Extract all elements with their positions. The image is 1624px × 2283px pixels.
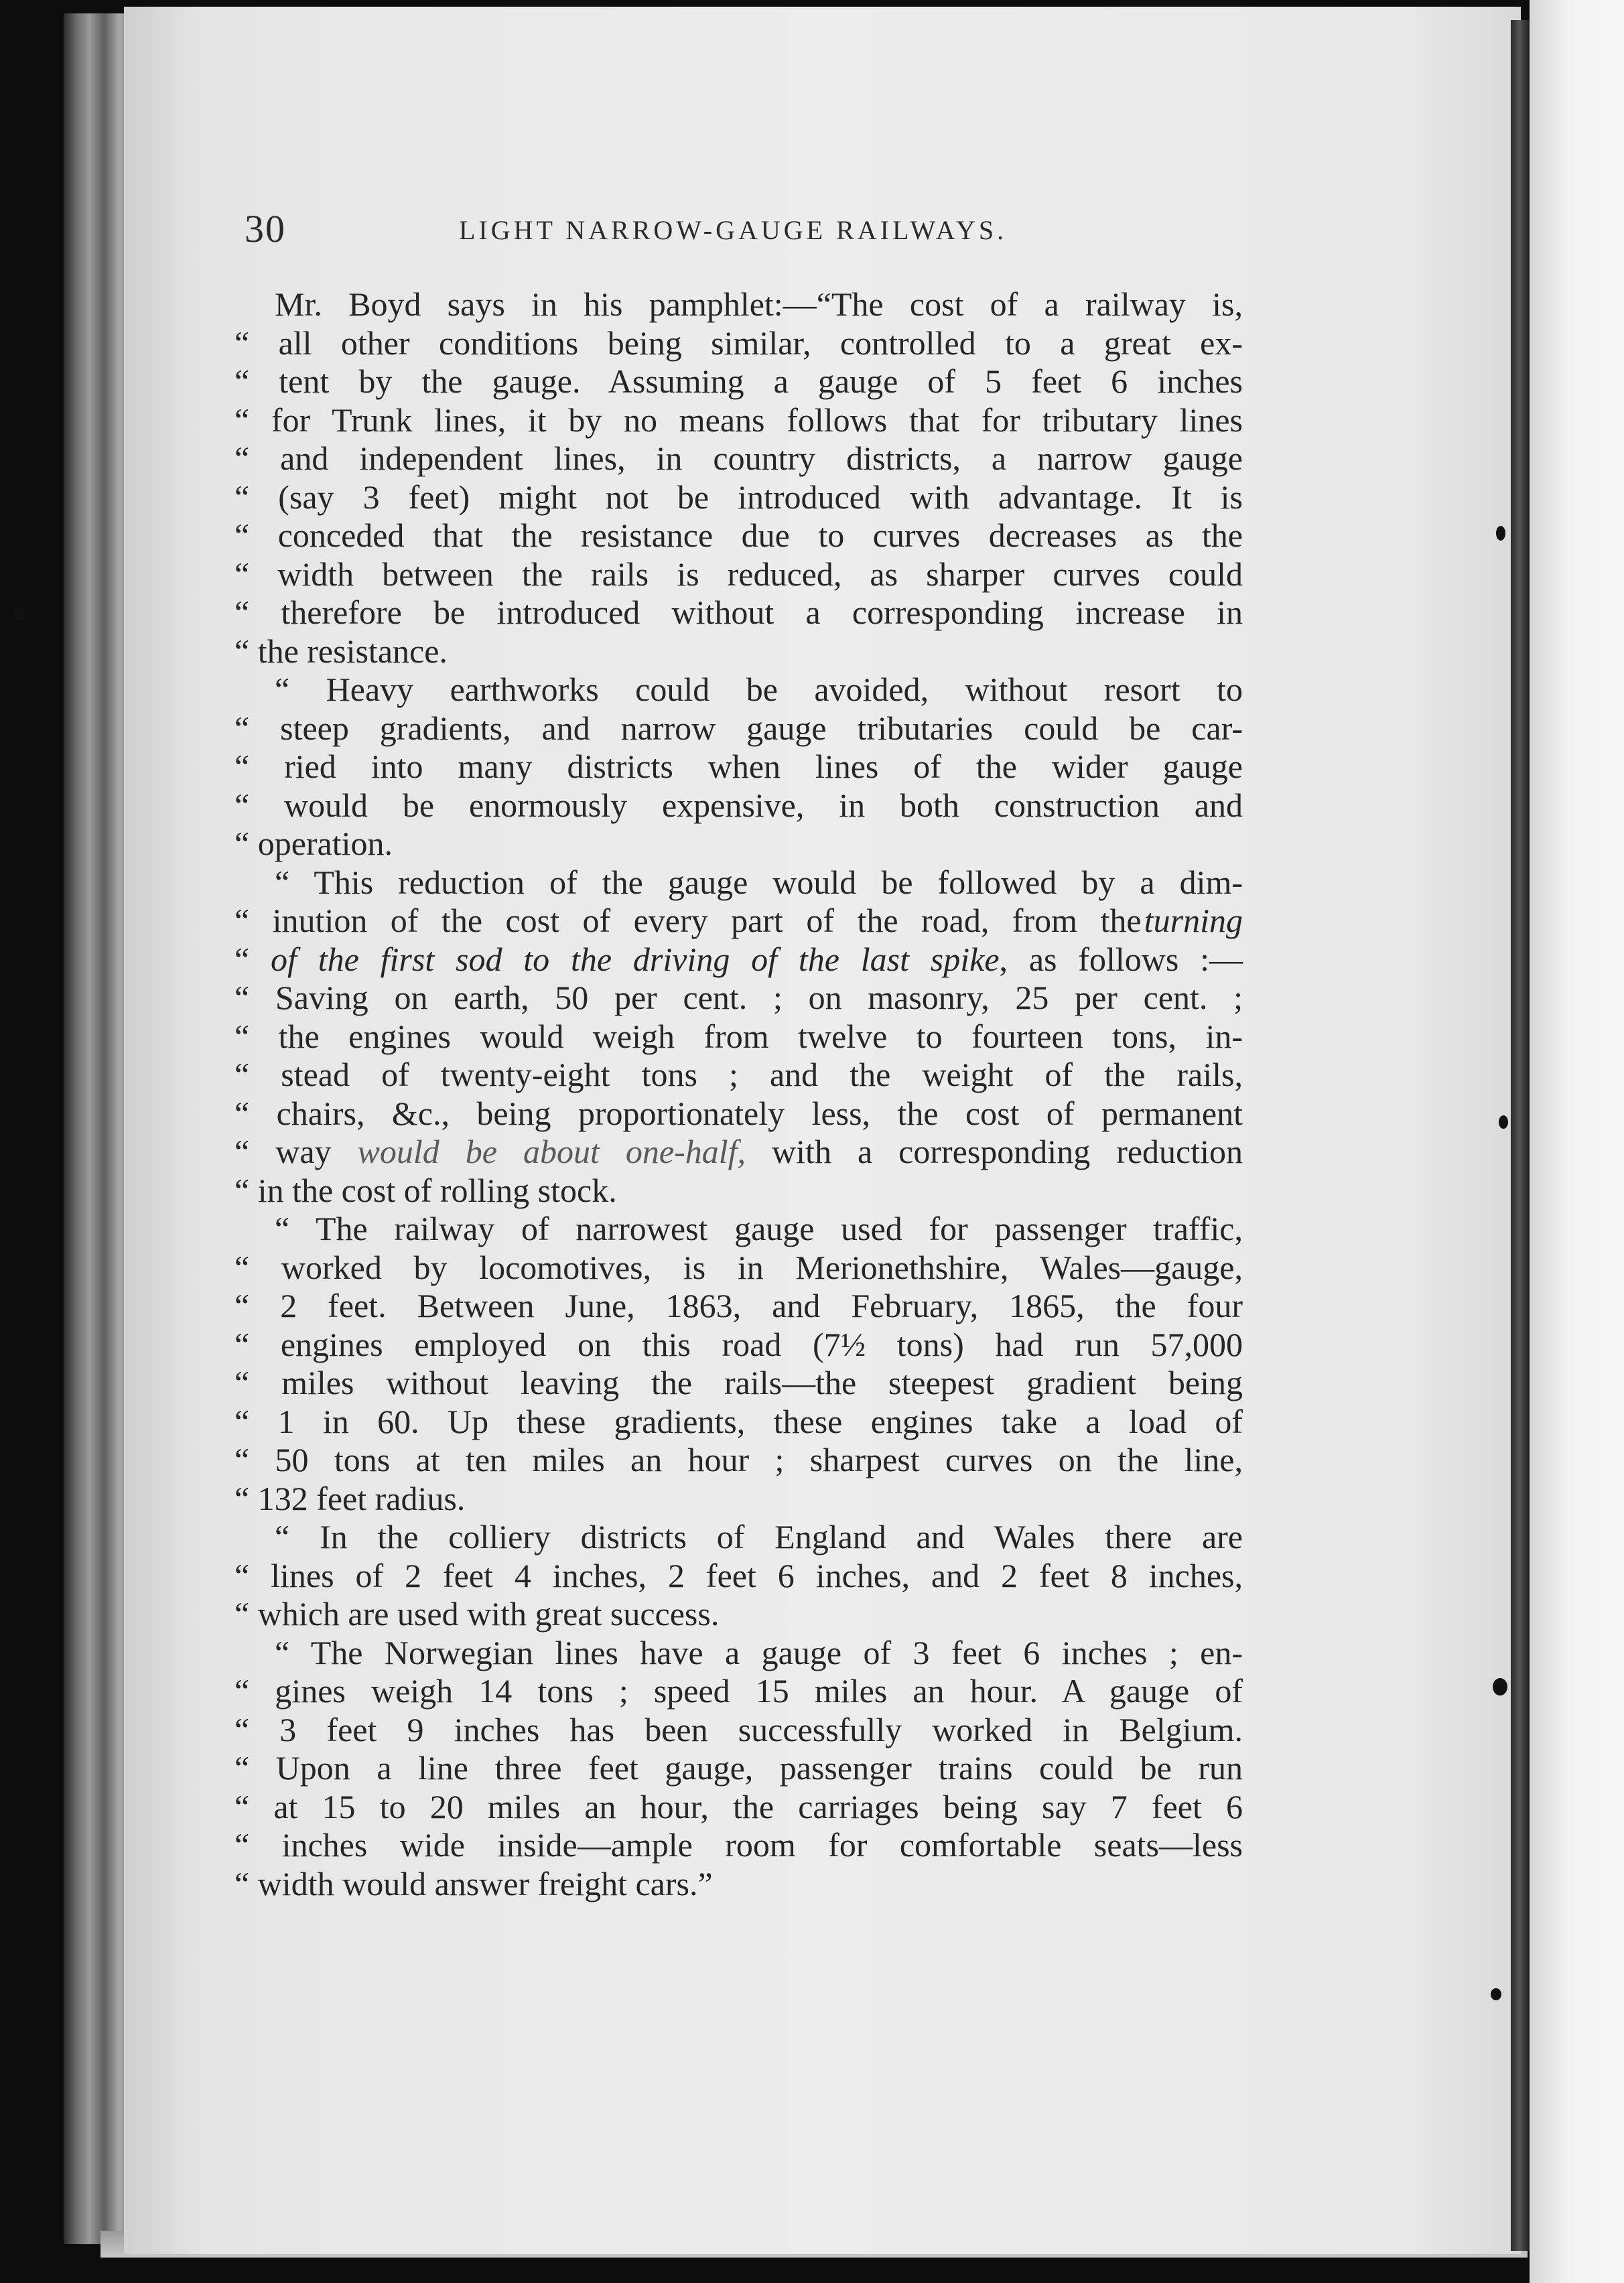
text-line: “ steep gradients, and narrow gauge tributaries could be car- (234, 709, 1243, 747)
italic-run: would be about one-half, (357, 1133, 746, 1170)
page-number: 30 (245, 207, 286, 251)
italic-run: of the first sod to the driving of the last spike (271, 940, 1000, 978)
text-line: “ in the cost of rolling stock. (234, 1171, 617, 1209)
text-line: “ engines employed on this road (7½ tons) had run 57,000 (234, 1325, 1243, 1363)
text-line: “ the engines would weigh from twelve to fourteen tons, in- (234, 1017, 1243, 1055)
text-line: Mr. Boyd says in his pamphlet:—“The cost of a railway is, (275, 285, 1243, 323)
text-line: “ 132 feet radius. (234, 1479, 466, 1517)
text-line: “ 50 tons at ten miles an hour ; sharpest curves on the line, (234, 1441, 1243, 1478)
text-line: “ In the colliery districts of England and Wales there are (275, 1518, 1243, 1555)
text-line: “ stead of twenty-eight tons ; and the weight of the rails, (234, 1056, 1243, 1093)
book-gutter (1511, 20, 1530, 2251)
text-line: “ (say 3 feet) might not be introduced with advantage. It is (234, 478, 1243, 516)
running-title: LIGHT NARROW-GAUGE RAILWAYS. (459, 215, 1008, 245)
text-line: “ which are used with great success. (234, 1595, 720, 1633)
text-line: “ chairs, &c., being proportionately less, the cost of permanent (234, 1094, 1243, 1132)
text-run: with a corresponding reduction (772, 1133, 1243, 1170)
text-line: “ for Trunk lines, it by no means follows that for tributary lines (234, 401, 1243, 439)
text-line: “ Heavy earthworks could be avoided, without resort to (275, 671, 1243, 708)
text-line: “ inches wide inside—ample room for comfortable seats—less (234, 1826, 1243, 1864)
text-line: “ The railway of narrowest gauge used for passenger traffic, (275, 1210, 1243, 1247)
text-line: “ gines weigh 14 tons ; speed 15 miles an hour. A gauge of (234, 1672, 1243, 1710)
text-line: “ miles without leaving the rails—the steepest gradient being (234, 1364, 1243, 1401)
text-line: “ 3 feet 9 inches has been successfully worked in Belgium. (234, 1710, 1243, 1748)
text-line: “ conceded that the resistance due to curves decreases as the (234, 516, 1243, 554)
text-line: “ would be enormously expensive, in both construction and (234, 786, 1243, 824)
text-line: “ at 15 to 20 miles an hour, the carriages being say 7 feet 6 (234, 1787, 1243, 1825)
text-line: “ 2 feet. Between June, 1863, and February, 1865, the four (234, 1287, 1243, 1324)
text-line: “ ried into many districts when lines of the wider gauge (234, 748, 1243, 785)
text-line (234, 941, 1243, 979)
text-line: “ lines of 2 feet 4 inches, 2 feet 6 inches, and 2 feet 8 inches, (234, 1556, 1243, 1594)
text-run: “ way (234, 1133, 332, 1170)
speck-mark (1491, 1988, 1501, 2000)
facing-page-edge (1530, 0, 1624, 2283)
text-line: “ width between the rails is reduced, as sharper curves could (234, 555, 1243, 593)
speck-mark (1499, 1115, 1508, 1129)
text-run: “ inution of the cost of every part of the road, from the (234, 902, 1142, 939)
text-line: “ 1 in 60. Up these gradients, these engines take a load of (234, 1402, 1243, 1440)
text-line: “ all other conditions being similar, controlled to a great ex- (234, 324, 1243, 362)
body-text (234, 285, 1243, 1903)
text-line: “ worked by locomotives, is in Merionethshire, Wales—gauge, (234, 1248, 1243, 1286)
text-line: “ tent by the gauge. Assuming a gauge of 5 feet 6 inches (234, 362, 1243, 400)
text-line: “ width would answer freight cars.” (234, 1864, 713, 1902)
speck-mark (15, 606, 25, 621)
text-line: “ Saving on earth, 50 per cent. ; on masonry, 25 per cent. ; (234, 979, 1243, 1016)
page-header (245, 206, 1236, 260)
text-line: “ The Norwegian lines have a gauge of 3 feet 6 inches ; en- (275, 1633, 1243, 1671)
text-line: “ therefore be introduced without a corresponding increase in (234, 594, 1243, 631)
text-line (234, 1133, 1243, 1172)
text-line (234, 902, 1243, 941)
speck-mark (1493, 1678, 1507, 1696)
text-line: “ operation. (234, 825, 393, 862)
text-run: , as follows :— (999, 940, 1243, 978)
text-line: “ the resistance. (234, 632, 448, 670)
speck-mark (1496, 526, 1505, 541)
text-line: “ This reduction of the gauge would be followed by a dim- (275, 863, 1243, 901)
italic-run: turning (1144, 902, 1243, 939)
text-run: “ (234, 940, 271, 978)
text-line: “ and independent lines, in country districts, a narrow gauge (234, 439, 1243, 477)
text-line: “ Upon a line three feet gauge, passenger trains could be run (234, 1749, 1243, 1787)
